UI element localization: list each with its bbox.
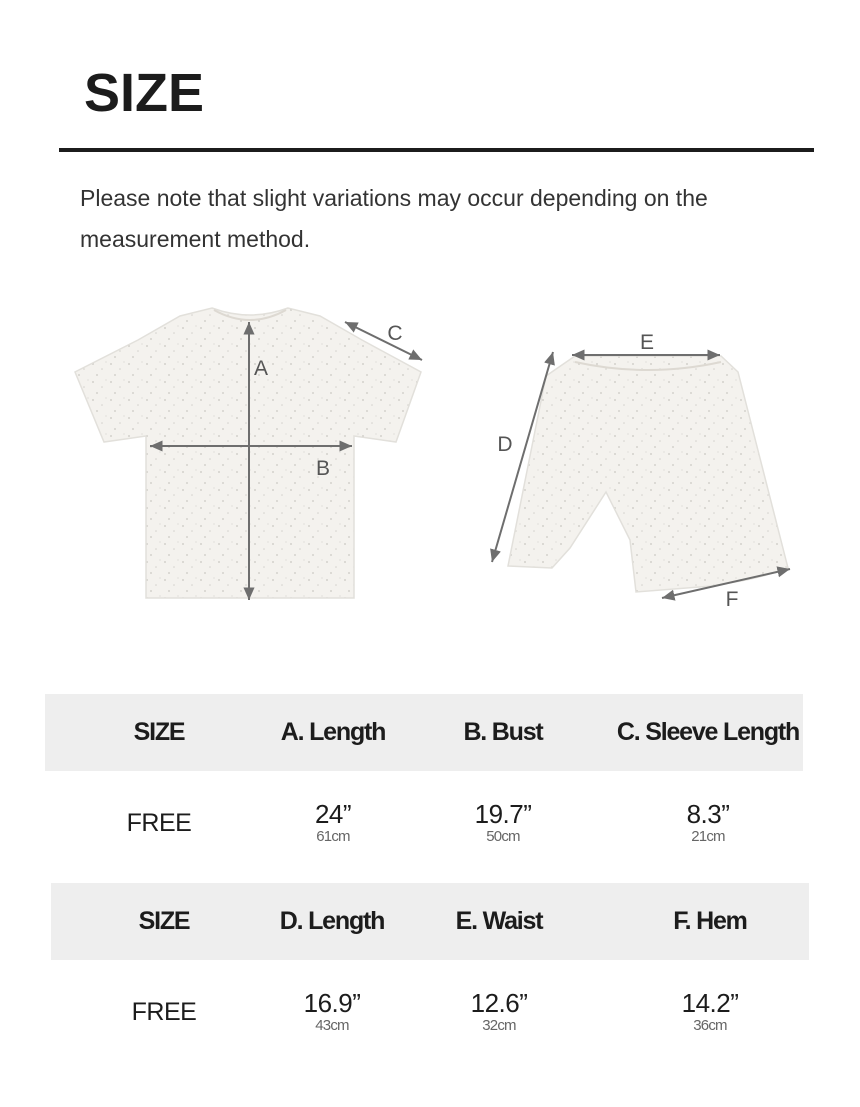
- header-c-sleeve-length: C. Sleeve Length: [616, 718, 800, 746]
- label-c: C: [387, 322, 403, 345]
- bottom-size-table: [51, 883, 809, 1064]
- label-a: A: [253, 357, 269, 380]
- label-f: F: [725, 588, 739, 611]
- size-value: FREE: [126, 808, 192, 837]
- b-bust-cm: 50cm: [486, 828, 520, 845]
- d-length-cell: [277, 960, 387, 1064]
- a-length-inch: 24”: [314, 799, 352, 829]
- c-sleeve-cell: [613, 771, 803, 875]
- table-header-row: [45, 694, 803, 771]
- title-divider: [59, 148, 814, 152]
- d-length-inch: 16.9”: [303, 988, 361, 1018]
- header-size: SIZE: [133, 718, 185, 746]
- measurement-diagram: [0, 290, 860, 630]
- label-b: B: [315, 457, 331, 480]
- top-size-table: [45, 694, 803, 875]
- f-hem-cell: [611, 960, 809, 1064]
- a-length-cell: [273, 771, 393, 875]
- shorts-illustration: [508, 356, 788, 592]
- table-row: [51, 960, 809, 1064]
- table-header-row: [51, 883, 809, 960]
- size-value: FREE: [131, 997, 197, 1026]
- measurement-note: Please note that slight variations may occur depending on the measurement method.: [80, 185, 708, 252]
- e-waist-cell: [387, 960, 611, 1064]
- header-a-length: A. Length: [280, 718, 386, 746]
- e-waist-cm: 32cm: [482, 1017, 516, 1034]
- f-hem-inch: 14.2”: [681, 988, 739, 1018]
- header-d-length: D. Length: [279, 907, 385, 935]
- c-sleeve-inch: 8.3”: [686, 799, 730, 829]
- page-title: SIZE: [84, 63, 205, 123]
- header-e-waist: E. Waist: [455, 907, 543, 935]
- header-b-bust: B. Bust: [463, 718, 543, 746]
- c-sleeve-cm: 21cm: [691, 828, 725, 845]
- header-f-hem: F. Hem: [673, 907, 747, 935]
- label-d: D: [497, 433, 513, 456]
- a-length-cm: 61cm: [316, 828, 350, 845]
- d-length-cm: 43cm: [315, 1017, 349, 1034]
- b-bust-cell: [393, 771, 613, 875]
- f-hem-cm: 36cm: [693, 1017, 727, 1034]
- table-row: [45, 771, 803, 875]
- e-waist-inch: 12.6”: [470, 988, 528, 1018]
- header-size: SIZE: [138, 907, 190, 935]
- b-bust-inch: 19.7”: [474, 799, 532, 829]
- label-e: E: [639, 331, 655, 354]
